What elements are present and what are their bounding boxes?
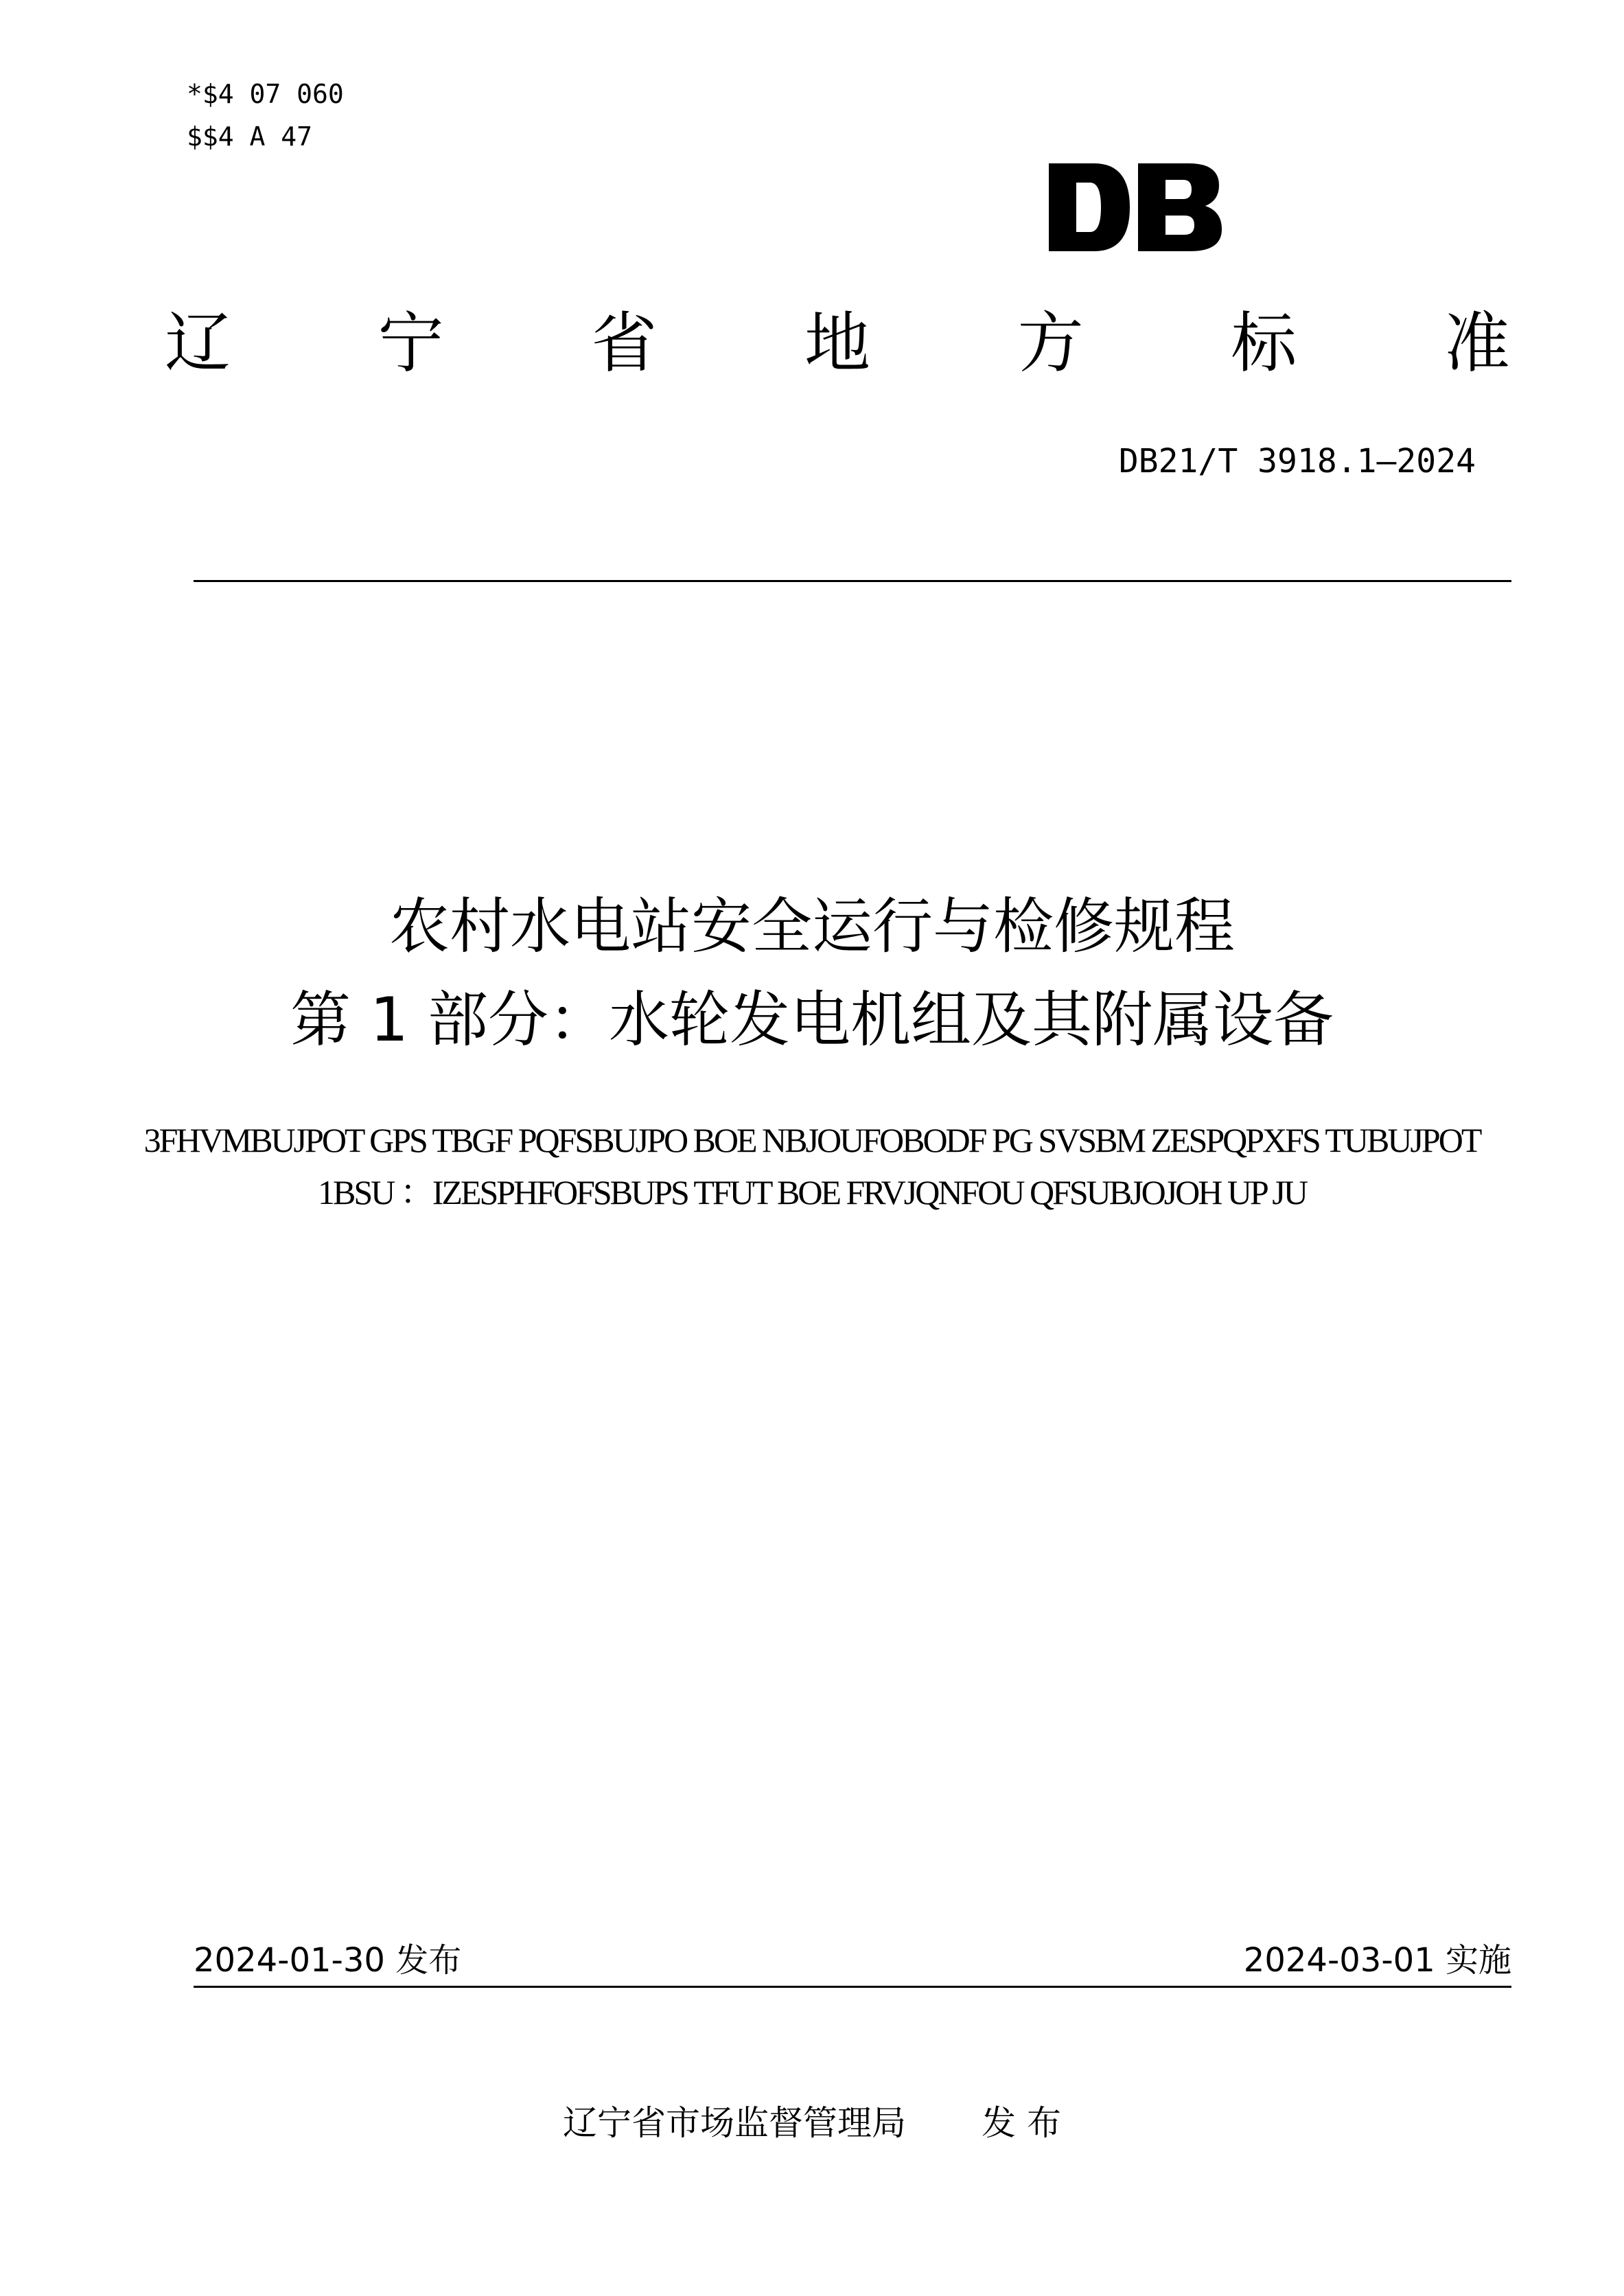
ics-code: *$4 07 060 [187, 79, 344, 109]
db-logo [1049, 163, 1222, 251]
standard-kind-char: 辽 [165, 305, 231, 382]
standard-kind-heading [165, 305, 1510, 382]
publisher-name: 辽宁省市场监督管理局 [563, 2103, 907, 2143]
publisher-action: 发 布 [982, 2103, 1061, 2143]
implementation-date: 2024-03-01 实施 [1243, 1941, 1511, 1980]
title-line-2: 第 1 部分：水轮发电机组及其附属设备 [290, 984, 1334, 1055]
standard-kind-char: 省 [591, 305, 658, 382]
title-line-1: 农村水电站安全运行与检修规程 [388, 891, 1235, 962]
english-title-line-1: 3FHVMBUJPOT GPS TBGF PQFSBUJPO BOE NBJOUFOBODF PG SVSBM ZESPQPXFS TUBUJPOT [143, 1121, 1481, 1159]
top-divider [194, 580, 1511, 582]
db-logo-mark [1049, 163, 1222, 251]
standard-kind-char: 方 [1017, 305, 1084, 382]
standard-kind-char: 准 [1443, 305, 1510, 382]
standard-kind-char: 标 [1231, 305, 1297, 382]
standard-number: DB21/T 3918.1—2024 [1118, 442, 1476, 480]
standard-kind-char: 宁 [378, 305, 444, 382]
ccs-code: $$4 A 47 [187, 121, 313, 152]
bottom-divider [194, 1986, 1511, 1988]
standard-kind-char: 地 [804, 305, 870, 382]
publisher-line [0, 2103, 1624, 2143]
issue-date: 2024-01-30 发布 [194, 1941, 462, 1980]
english-title-line-2: 1BSU ：IZESPHFOFSBUPS TFUT BOE FRVJQNFOU QFSUBJOJOH UP JU [317, 1173, 1307, 1211]
